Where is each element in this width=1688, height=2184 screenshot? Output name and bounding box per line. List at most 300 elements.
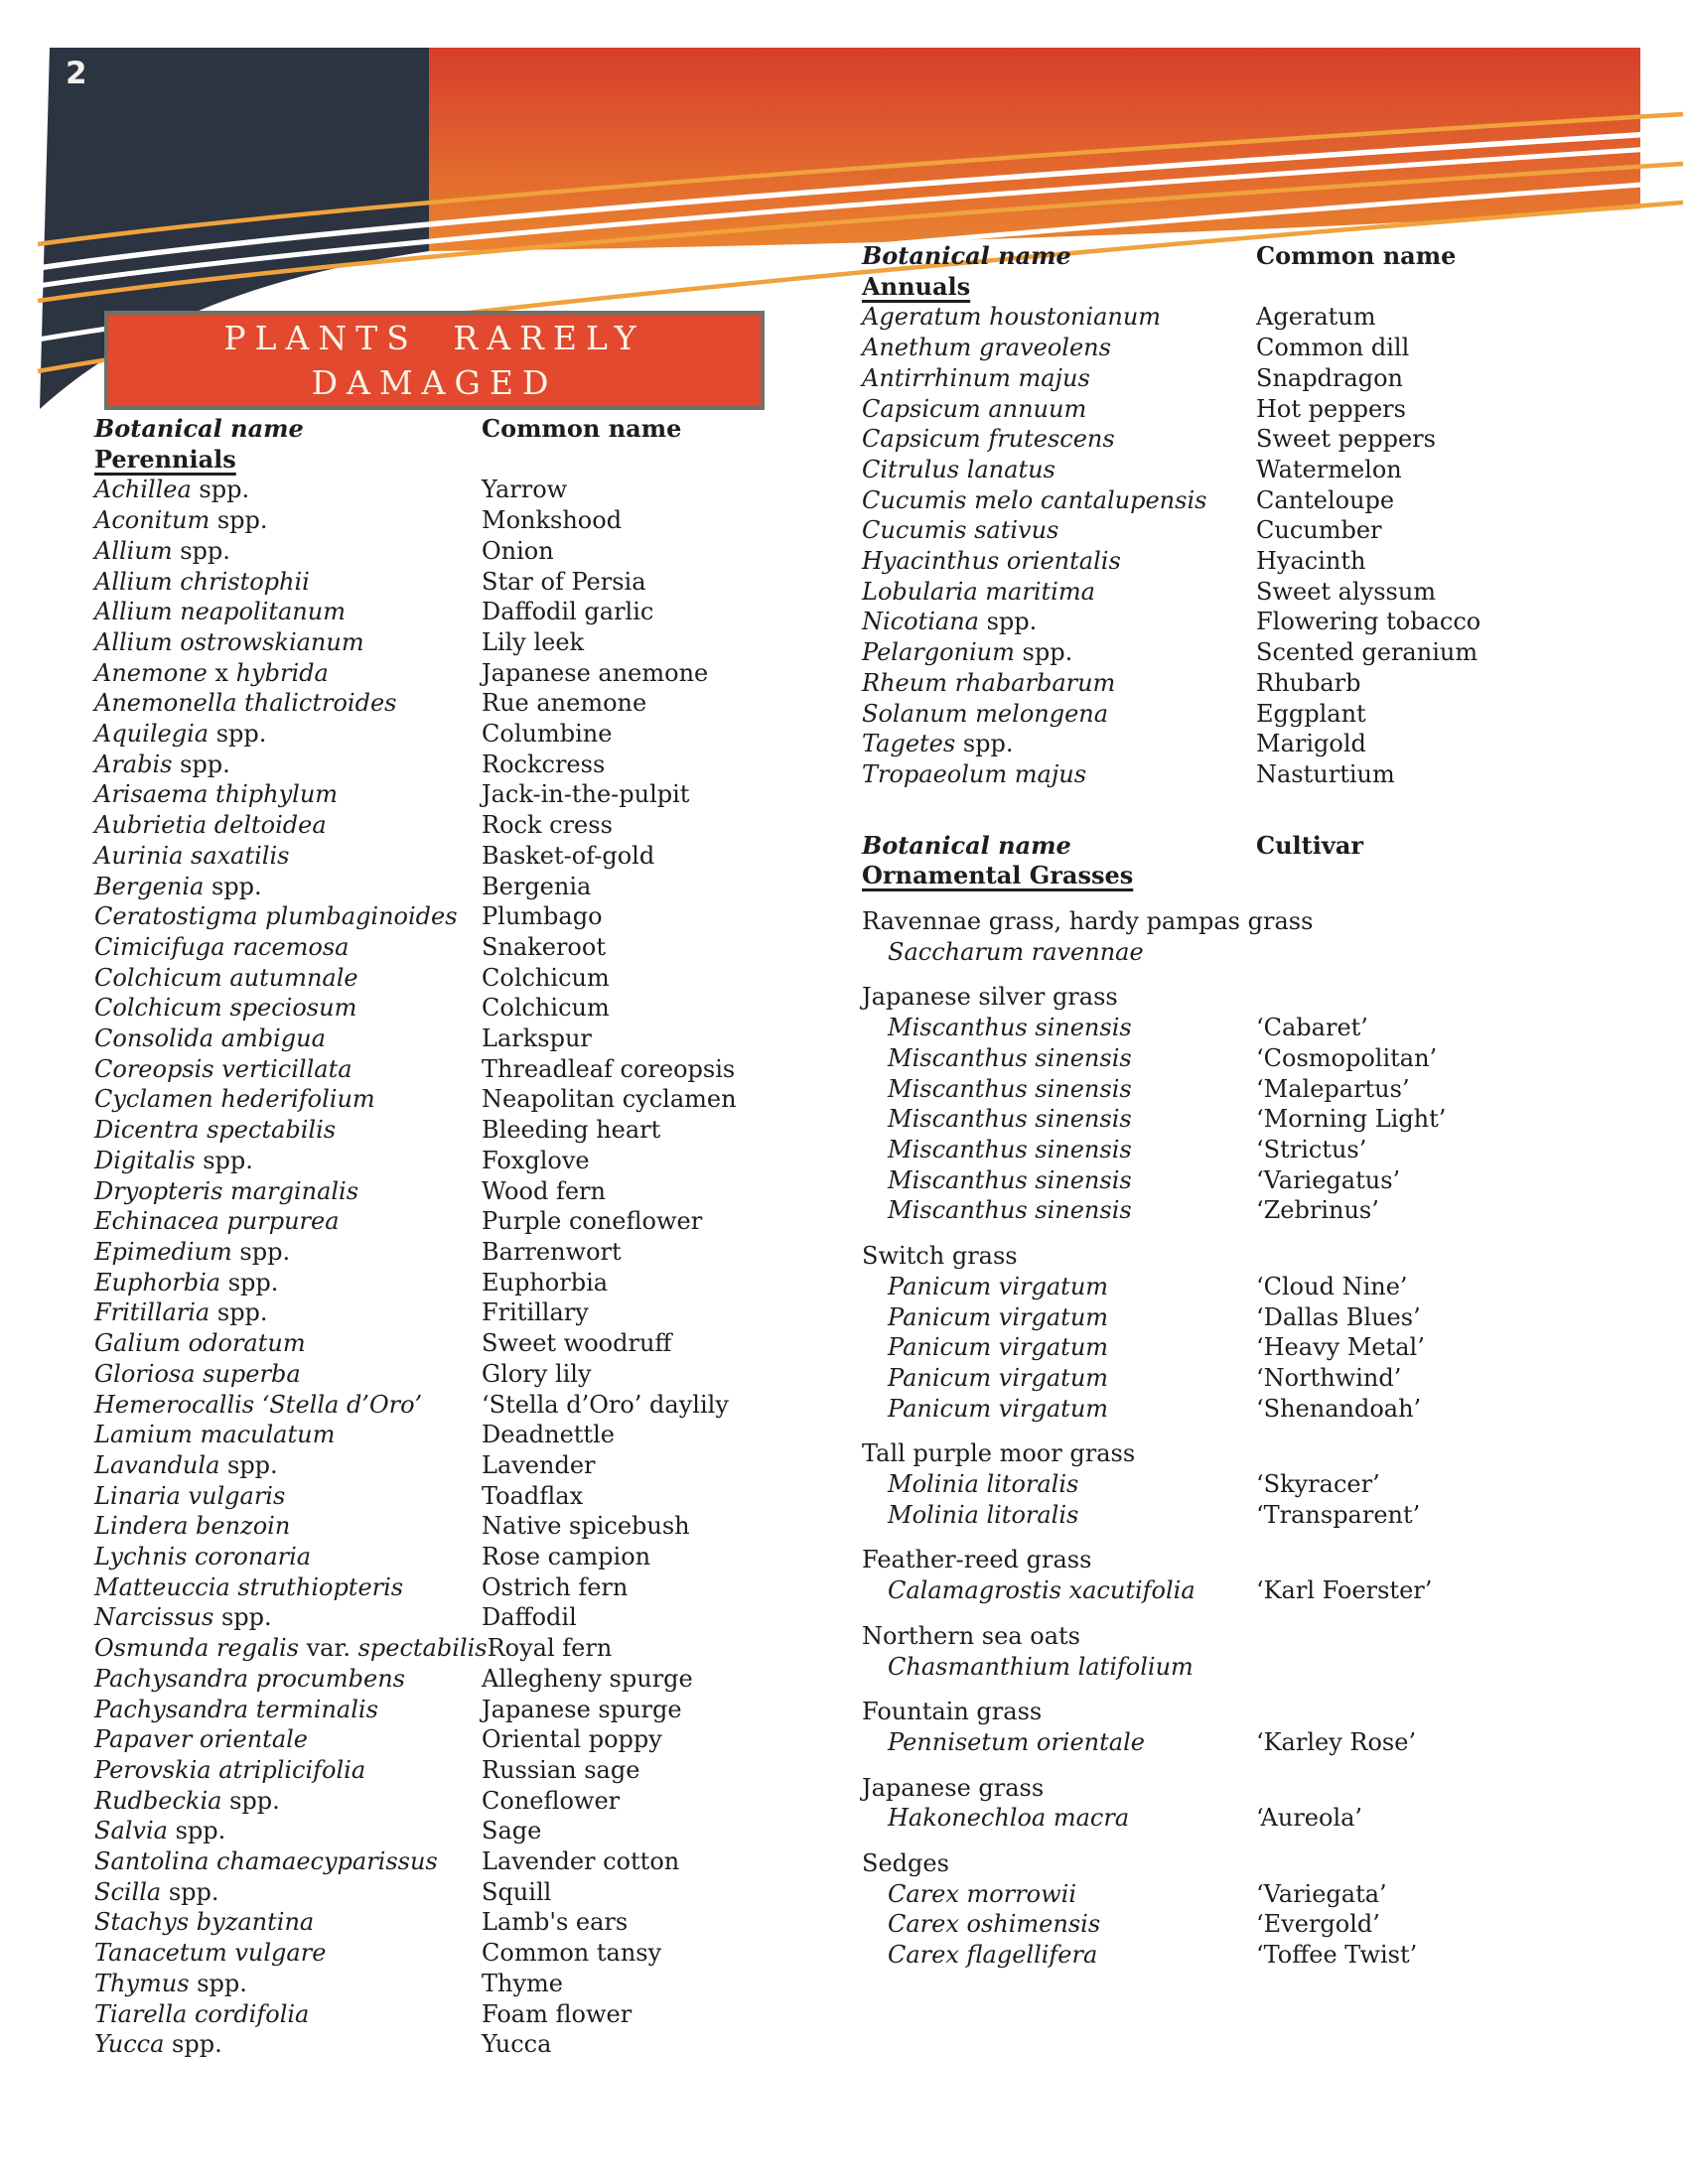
table-row [94, 1359, 789, 1390]
common-or-cultivar-name: Toadflax [482, 1481, 584, 1510]
table-row [862, 729, 1636, 759]
grass-group [862, 1697, 1636, 1757]
common-or-cultivar-name: Lamb's ears [482, 1908, 629, 1937]
common-or-cultivar-name: Hot peppers [1256, 394, 1406, 423]
common-or-cultivar-name: Wood fern [482, 1176, 606, 1205]
table-row [862, 1272, 1636, 1302]
common-or-cultivar-name: ‘Northwind’ [1256, 1363, 1402, 1392]
table-row [862, 1652, 1636, 1683]
banner-title-line1: PLANTS RARELY [223, 319, 645, 357]
perennials-column [94, 414, 789, 2060]
table-row [94, 1481, 789, 1512]
botanical-name: Rudbeckia spp. [94, 1786, 280, 1815]
table-row [94, 505, 789, 536]
section-title-annuals: Annuals [862, 271, 971, 301]
table-row [862, 1575, 1636, 1606]
botanical-name: Lobularia maritima [862, 577, 1095, 606]
botanical-name: Lindera benzoin [94, 1512, 291, 1541]
common-or-cultivar-name: Russian sage [482, 1755, 640, 1784]
botanical-name: Citrulus lanatus [862, 455, 1055, 483]
table-row [94, 901, 789, 932]
common-or-cultivar-name: ‘Strictus’ [1256, 1135, 1367, 1163]
botanical-name: Anemone x hybrida [94, 658, 329, 687]
table-row [94, 688, 789, 719]
common-or-cultivar-name: Squill [482, 1877, 552, 1906]
grass-common-name: Fountain grass [862, 1698, 1043, 1726]
table-row [862, 668, 1636, 699]
grass-common-name: Japanese silver grass [862, 983, 1118, 1012]
botanical-name: Aurinia saxatilis [94, 841, 290, 870]
section-title-ornamental-grasses: Ornamental Grasses [862, 861, 1134, 890]
common-or-cultivar-name: Daffodil garlic [482, 598, 654, 626]
common-or-cultivar-name: Rock cress [482, 811, 613, 840]
common-or-cultivar-name: Allegheny spurge [482, 1664, 693, 1693]
grasses-table [862, 831, 1636, 1971]
botanical-name: Lamium maculatum [94, 1421, 336, 1449]
common-or-cultivar-name: Sage [482, 1817, 542, 1845]
common-or-cultivar-name: Royal fern [487, 1634, 613, 1663]
botanical-name: Narcissus spp. [94, 1603, 272, 1632]
grass-group [862, 906, 1636, 967]
botanical-name: Linaria vulgaris [94, 1481, 286, 1510]
grass-common-name: Japanese grass [862, 1773, 1045, 1802]
table-row [94, 536, 789, 567]
botanical-name: Molinia litoralis [888, 1470, 1079, 1499]
botanical-name: Galium odoratum [94, 1329, 306, 1358]
botanical-name: Miscanthus sinensis [888, 1196, 1132, 1225]
botanical-name: Gloriosa superba [94, 1359, 301, 1388]
common-or-cultivar-name: Yucca [482, 2030, 552, 2059]
common-or-cultivar-name: Native spicebush [482, 1512, 690, 1541]
botanical-name: Saccharum ravennae [888, 937, 1144, 966]
grasses-groups [862, 906, 1636, 1971]
botanical-name: Arisaema thiphylum [94, 780, 339, 809]
table-row [94, 1969, 789, 1999]
common-or-cultivar-name: ‘Evergold’ [1256, 1910, 1380, 1939]
table-row [94, 627, 789, 658]
botanical-name: Dicentra spectabilis [94, 1116, 337, 1145]
botanical-name: Cimicifuga racemosa [94, 932, 350, 961]
botanical-name: Fritillaria spp. [94, 1298, 268, 1327]
common-or-cultivar-name: Nasturtium [1256, 759, 1395, 788]
common-or-cultivar-name: Onion [482, 536, 554, 565]
botanical-name: Achillea spp. [94, 476, 250, 504]
common-or-cultivar-name: Rockcress [482, 750, 606, 778]
grass-group [862, 982, 1636, 1226]
common-or-cultivar-name: Bleeding heart [482, 1116, 661, 1145]
table-row [862, 1302, 1636, 1333]
common-or-cultivar-name: Columbine [482, 720, 613, 749]
common-or-cultivar-name: Oriental poppy [482, 1725, 662, 1754]
botanical-name: Dryopteris marginalis [94, 1176, 359, 1205]
botanical-name: Rheum rhabarbarum [862, 668, 1116, 697]
botanical-name: Miscanthus sinensis [888, 1074, 1132, 1103]
common-or-cultivar-name: Basket-of-gold [482, 841, 655, 870]
common-or-cultivar-name: Ostrich fern [482, 1572, 629, 1601]
table-row [94, 1024, 789, 1054]
table-row [94, 1206, 789, 1237]
table-row [94, 779, 789, 810]
grass-group [862, 1241, 1636, 1424]
table-row [862, 1043, 1636, 1074]
common-or-cultivar-name: Scented geranium [1256, 638, 1478, 667]
botanical-name: Carex oshimensis [888, 1910, 1101, 1939]
botanical-name: Echinacea purpurea [94, 1207, 340, 1236]
cultivar-header: Cultivar [1256, 830, 1364, 860]
common-or-cultivar-name: Foxglove [482, 1146, 590, 1174]
botanical-name: Allium christophii [94, 567, 310, 596]
table-row [94, 963, 789, 994]
botanical-name: Digitalis spp. [94, 1146, 253, 1174]
common-or-cultivar-name: ‘Zebrinus’ [1256, 1196, 1379, 1225]
table-row [94, 1602, 789, 1633]
common-or-cultivar-name: Lavender cotton [482, 1847, 680, 1876]
table-row [94, 475, 789, 505]
botanical-name: Miscanthus sinensis [888, 1105, 1132, 1134]
botanical-name: Panicum virgatum [888, 1363, 1109, 1392]
table-row [94, 719, 789, 750]
table-row [94, 932, 789, 963]
table-row [862, 1135, 1636, 1165]
botanical-name: Aubrietia deltoidea [94, 811, 327, 840]
table-row [94, 1146, 789, 1176]
botanical-name: Hemerocallis ‘Stella d’Oro’ [94, 1390, 423, 1419]
table-row [94, 1297, 789, 1328]
botanical-name: Colchicum autumnale [94, 963, 358, 992]
table-row [862, 1195, 1636, 1226]
common-or-cultivar-name: ‘Cloud Nine’ [1256, 1272, 1408, 1300]
grass-group [862, 1545, 1636, 1605]
botanical-name: Allium ostrowskianum [94, 627, 364, 656]
common-or-cultivar-name: Daffodil [482, 1603, 577, 1632]
common-or-cultivar-name: Lily leek [482, 627, 585, 656]
botanical-name: Ageratum houstonianum [862, 303, 1162, 332]
botanical-name: Tanacetum vulgare [94, 1939, 327, 1968]
table-row [94, 841, 789, 872]
botanical-name: Miscanthus sinensis [888, 1014, 1132, 1042]
botanical-name: Panicum virgatum [888, 1302, 1109, 1331]
table-row [862, 607, 1636, 637]
common-or-cultivar-name: ‘Variegatus’ [1256, 1165, 1401, 1194]
table-row [862, 577, 1636, 608]
common-or-cultivar-name: Flowering tobacco [1256, 608, 1481, 636]
section-title-perennials: Perennials [94, 444, 236, 474]
botanical-name: Panicum virgatum [888, 1394, 1109, 1423]
botanical-name: Hakonechloa macra [888, 1804, 1130, 1833]
common-or-cultivar-name: ‘Transparent’ [1256, 1500, 1421, 1529]
table-row [94, 1328, 789, 1359]
common-or-cultivar-name: Plumbago [482, 902, 603, 931]
grass-common-name: Tall purple moor grass [862, 1439, 1136, 1468]
botanical-name: Tropaeolum majus [862, 759, 1087, 788]
botanical-name: Allium spp. [94, 536, 230, 565]
botanical-name: Yucca spp. [94, 2030, 222, 2059]
botanical-name: Miscanthus sinensis [888, 1165, 1132, 1194]
common-or-cultivar-name: Neapolitan cyclamen [482, 1085, 737, 1114]
table-row [94, 1695, 789, 1725]
common-or-cultivar-name: ‘Karl Foerster’ [1256, 1576, 1433, 1605]
common-or-cultivar-name: ‘Aureola’ [1256, 1804, 1363, 1833]
botanical-name: Miscanthus sinensis [888, 1043, 1132, 1072]
common-or-cultivar-name: Rose campion [482, 1543, 651, 1571]
botanical-name: Lychnis coronaria [94, 1543, 312, 1571]
table-row [94, 1724, 789, 1755]
botanical-name: Colchicum speciosum [94, 994, 357, 1023]
table-row [94, 1268, 789, 1298]
common-or-cultivar-name: ‘Malepartus’ [1256, 1074, 1410, 1103]
grass-common-name: Ravennae grass, hardy pampas grass [862, 907, 1314, 936]
common-or-cultivar-name: Deadnettle [482, 1421, 615, 1449]
common-or-cultivar-name: Monkshood [482, 506, 623, 535]
grasses-table-header [862, 831, 1636, 862]
common-or-cultivar-name: Star of Persia [482, 567, 646, 596]
botanical-name: Pennisetum orientale [888, 1727, 1145, 1756]
table-row [94, 1786, 789, 1817]
table-row [862, 699, 1636, 730]
table-row [94, 1054, 789, 1085]
botanical-name: Chasmanthium latifolium [888, 1652, 1194, 1681]
common-or-cultivar-name [1256, 937, 1636, 968]
grass-group [862, 1438, 1636, 1530]
table-row [862, 1332, 1636, 1363]
perennials-table-header [94, 414, 789, 445]
botanical-name: Ceratostigma plumbaginoides [94, 902, 458, 931]
table-row [862, 363, 1636, 394]
botanical-name: Hyacinthus orientalis [862, 547, 1121, 576]
table-row [94, 1877, 789, 1908]
table-row [862, 1909, 1636, 1940]
common-or-cultivar-name: Thyme [482, 1969, 563, 1997]
grass-common-name: Sedges [862, 1849, 949, 1878]
botanical-name-header: Botanical name [862, 241, 1071, 270]
table-row [94, 1907, 789, 1938]
table-row [94, 567, 789, 598]
table-row [862, 1394, 1636, 1425]
botanical-name: Anethum graveolens [862, 334, 1111, 362]
botanical-name: Thymus spp. [94, 1969, 247, 1997]
common-or-cultivar-name: Barrenwort [482, 1237, 622, 1266]
common-or-cultivar-name: Sweet peppers [1256, 425, 1436, 454]
table-row [862, 455, 1636, 485]
table-row [94, 1938, 789, 1969]
table-row [862, 1013, 1636, 1043]
table-row [862, 759, 1636, 790]
botanical-name: Antirrhinum majus [862, 363, 1090, 392]
table-row [862, 1727, 1636, 1758]
grass-group [862, 1848, 1636, 1971]
botanical-name: Perovskia atriplicifolia [94, 1755, 366, 1784]
table-row [862, 1803, 1636, 1834]
table-row [94, 1542, 789, 1572]
common-or-cultivar-name: Larkspur [482, 1024, 592, 1053]
common-or-cultivar-name: Sweet woodruff [482, 1329, 672, 1358]
table-row [862, 515, 1636, 546]
botanical-name: Matteuccia struthiopteris [94, 1572, 404, 1601]
table-row [94, 597, 789, 627]
botanical-name: Arabis spp. [94, 750, 230, 778]
common-or-cultivar-name: Lavender [482, 1450, 596, 1479]
common-or-cultivar-name: Hyacinth [1256, 547, 1366, 576]
table-row [94, 1420, 789, 1450]
botanical-name: Lavandula spp. [94, 1450, 278, 1479]
common-or-cultivar-name: Bergenia [482, 872, 592, 900]
common-name-header: Common name [1256, 241, 1457, 270]
table-row [94, 993, 789, 1024]
table-row [94, 1664, 789, 1695]
table-row [94, 1999, 789, 2030]
annuals-table [862, 302, 1636, 789]
common-name-header: Common name [482, 414, 682, 443]
botanical-name: Cucumis sativus [862, 516, 1059, 545]
table-row [862, 394, 1636, 425]
botanical-name: Cucumis melo cantalupensis [862, 485, 1207, 514]
botanical-name: Solanum melongena [862, 699, 1109, 728]
table-row [862, 485, 1636, 516]
table-row [94, 1633, 789, 1664]
botanical-name: Miscanthus sinensis [888, 1135, 1132, 1163]
botanical-name: Panicum virgatum [888, 1333, 1109, 1362]
table-row [862, 546, 1636, 577]
botanical-name: Tiarella cordifolia [94, 1999, 310, 2028]
table-row [862, 1469, 1636, 1500]
botanical-name: Aquilegia spp. [94, 720, 267, 749]
botanical-name: Calamagrostis xacutifolia [888, 1576, 1196, 1605]
grass-common-name: Feather-reed grass [862, 1546, 1092, 1574]
grass-common-name: Switch grass [862, 1242, 1018, 1271]
table-row [94, 1511, 789, 1542]
common-or-cultivar-name: Canteloupe [1256, 485, 1395, 514]
table-row [862, 1363, 1636, 1394]
perennials-table [94, 475, 789, 2060]
common-or-cultivar-name: Japanese anemone [482, 658, 709, 687]
common-or-cultivar-name: Common tansy [482, 1939, 662, 1968]
common-or-cultivar-name: ‘Cabaret’ [1256, 1014, 1368, 1042]
table-row [862, 424, 1636, 455]
common-or-cultivar-name: Snakeroot [482, 932, 606, 961]
grass-group [862, 1773, 1636, 1834]
common-or-cultivar-name: Common dill [1256, 334, 1410, 362]
common-or-cultivar-name: ‘Shenandoah’ [1256, 1394, 1422, 1423]
botanical-name: Pachysandra procumbens [94, 1664, 405, 1693]
table-row [94, 1816, 789, 1846]
table-row [862, 637, 1636, 668]
botanical-name: Epimedium spp. [94, 1237, 291, 1266]
common-or-cultivar-name: Eggplant [1256, 699, 1366, 728]
botanical-name-header: Botanical name [94, 414, 304, 443]
botanical-name: Panicum virgatum [888, 1272, 1109, 1300]
botanical-name: Molinia litoralis [888, 1500, 1079, 1529]
botanical-name: Stachys byzantina [94, 1908, 315, 1937]
common-or-cultivar-name: Threadleaf coreopsis [482, 1054, 736, 1083]
plants-rarely-damaged-banner [104, 311, 765, 410]
common-or-cultivar-name: Marigold [1256, 730, 1366, 758]
annuals-grasses-column [862, 241, 1636, 1971]
common-or-cultivar-name: Glory lily [482, 1359, 592, 1388]
table-row [862, 1074, 1636, 1105]
botanical-name-header: Botanical name [862, 830, 1071, 860]
botanical-name: Pelargonium spp. [862, 638, 1073, 667]
botanical-name: Bergenia spp. [94, 872, 262, 900]
common-or-cultivar-name: Foam flower [482, 1999, 633, 2028]
table-row [94, 1755, 789, 1786]
common-or-cultivar-name: Rue anemone [482, 689, 647, 718]
common-or-cultivar-name: ‘Morning Light’ [1256, 1105, 1447, 1134]
common-or-cultivar-name: ‘Dallas Blues’ [1256, 1302, 1421, 1331]
table-row [94, 658, 789, 689]
common-or-cultivar-name: Watermelon [1256, 455, 1402, 483]
table-row [94, 1084, 789, 1115]
table-row [862, 333, 1636, 363]
botanical-name: Scilla spp. [94, 1877, 219, 1906]
botanical-name: Cyclamen hederifolium [94, 1085, 375, 1114]
botanical-name: Tagetes spp. [862, 730, 1014, 758]
common-or-cultivar-name [1256, 1652, 1636, 1683]
botanical-name: Osmunda regalis var. spectabilis [94, 1634, 488, 1663]
botanical-name: Nicotiana spp. [862, 608, 1038, 636]
botanical-name: Pachysandra terminalis [94, 1695, 378, 1723]
table-row [94, 1572, 789, 1603]
table-row [862, 937, 1636, 968]
common-or-cultivar-name: Euphorbia [482, 1268, 609, 1297]
table-row [862, 1500, 1636, 1531]
common-or-cultivar-name: Japanese spurge [482, 1695, 682, 1723]
common-or-cultivar-name: Purple coneflower [482, 1207, 703, 1236]
common-or-cultivar-name: ‘Cosmopolitan’ [1256, 1043, 1438, 1072]
banner-title-line2: DAMAGED [311, 363, 558, 402]
table-row [94, 872, 789, 902]
common-or-cultivar-name: ‘Heavy Metal’ [1256, 1333, 1425, 1362]
table-row [94, 1237, 789, 1268]
common-or-cultivar-name: Coneflower [482, 1786, 621, 1815]
table-row [94, 750, 789, 780]
common-or-cultivar-name: Cucumber [1256, 516, 1382, 545]
common-or-cultivar-name: ‘Karley Rose’ [1256, 1727, 1417, 1756]
common-or-cultivar-name: ‘Toffee Twist’ [1256, 1941, 1418, 1970]
botanical-name: Papaver orientale [94, 1725, 309, 1754]
table-row [862, 1940, 1636, 1971]
table-row [94, 810, 789, 841]
botanical-name: Capsicum annuum [862, 394, 1087, 423]
common-or-cultivar-name: ‘Variegata’ [1256, 1879, 1387, 1908]
common-or-cultivar-name: Yarrow [482, 476, 568, 504]
table-row [94, 1176, 789, 1207]
botanical-name: Santolina chamaecyparissus [94, 1847, 438, 1876]
table-row [94, 1846, 789, 1877]
table-row [862, 302, 1636, 333]
page-number: 2 [66, 56, 87, 91]
table-row [862, 1165, 1636, 1196]
botanical-name: Coreopsis verticillata [94, 1054, 352, 1083]
table-row [862, 1879, 1636, 1910]
common-or-cultivar-name: Ageratum [1256, 303, 1376, 332]
common-or-cultivar-name: Sweet alyssum [1256, 577, 1437, 606]
botanical-name: Capsicum frutescens [862, 425, 1115, 454]
botanical-name: Carex morrowii [888, 1879, 1077, 1908]
common-or-cultivar-name: ‘Skyracer’ [1256, 1470, 1380, 1499]
table-row [94, 1115, 789, 1146]
common-or-cultivar-name: Rhubarb [1256, 668, 1361, 697]
botanical-name: Euphorbia spp. [94, 1268, 279, 1297]
common-or-cultivar-name: Snapdragon [1256, 363, 1403, 392]
table-row [94, 1450, 789, 1481]
table-row [862, 1104, 1636, 1135]
table-row [94, 1390, 789, 1421]
common-or-cultivar-name: Fritillary [482, 1298, 589, 1327]
botanical-name: Carex flagellifera [888, 1941, 1098, 1970]
grass-group [862, 1621, 1636, 1682]
grass-common-name: Northern sea oats [862, 1621, 1080, 1650]
botanical-name: Allium neapolitanum [94, 598, 346, 626]
